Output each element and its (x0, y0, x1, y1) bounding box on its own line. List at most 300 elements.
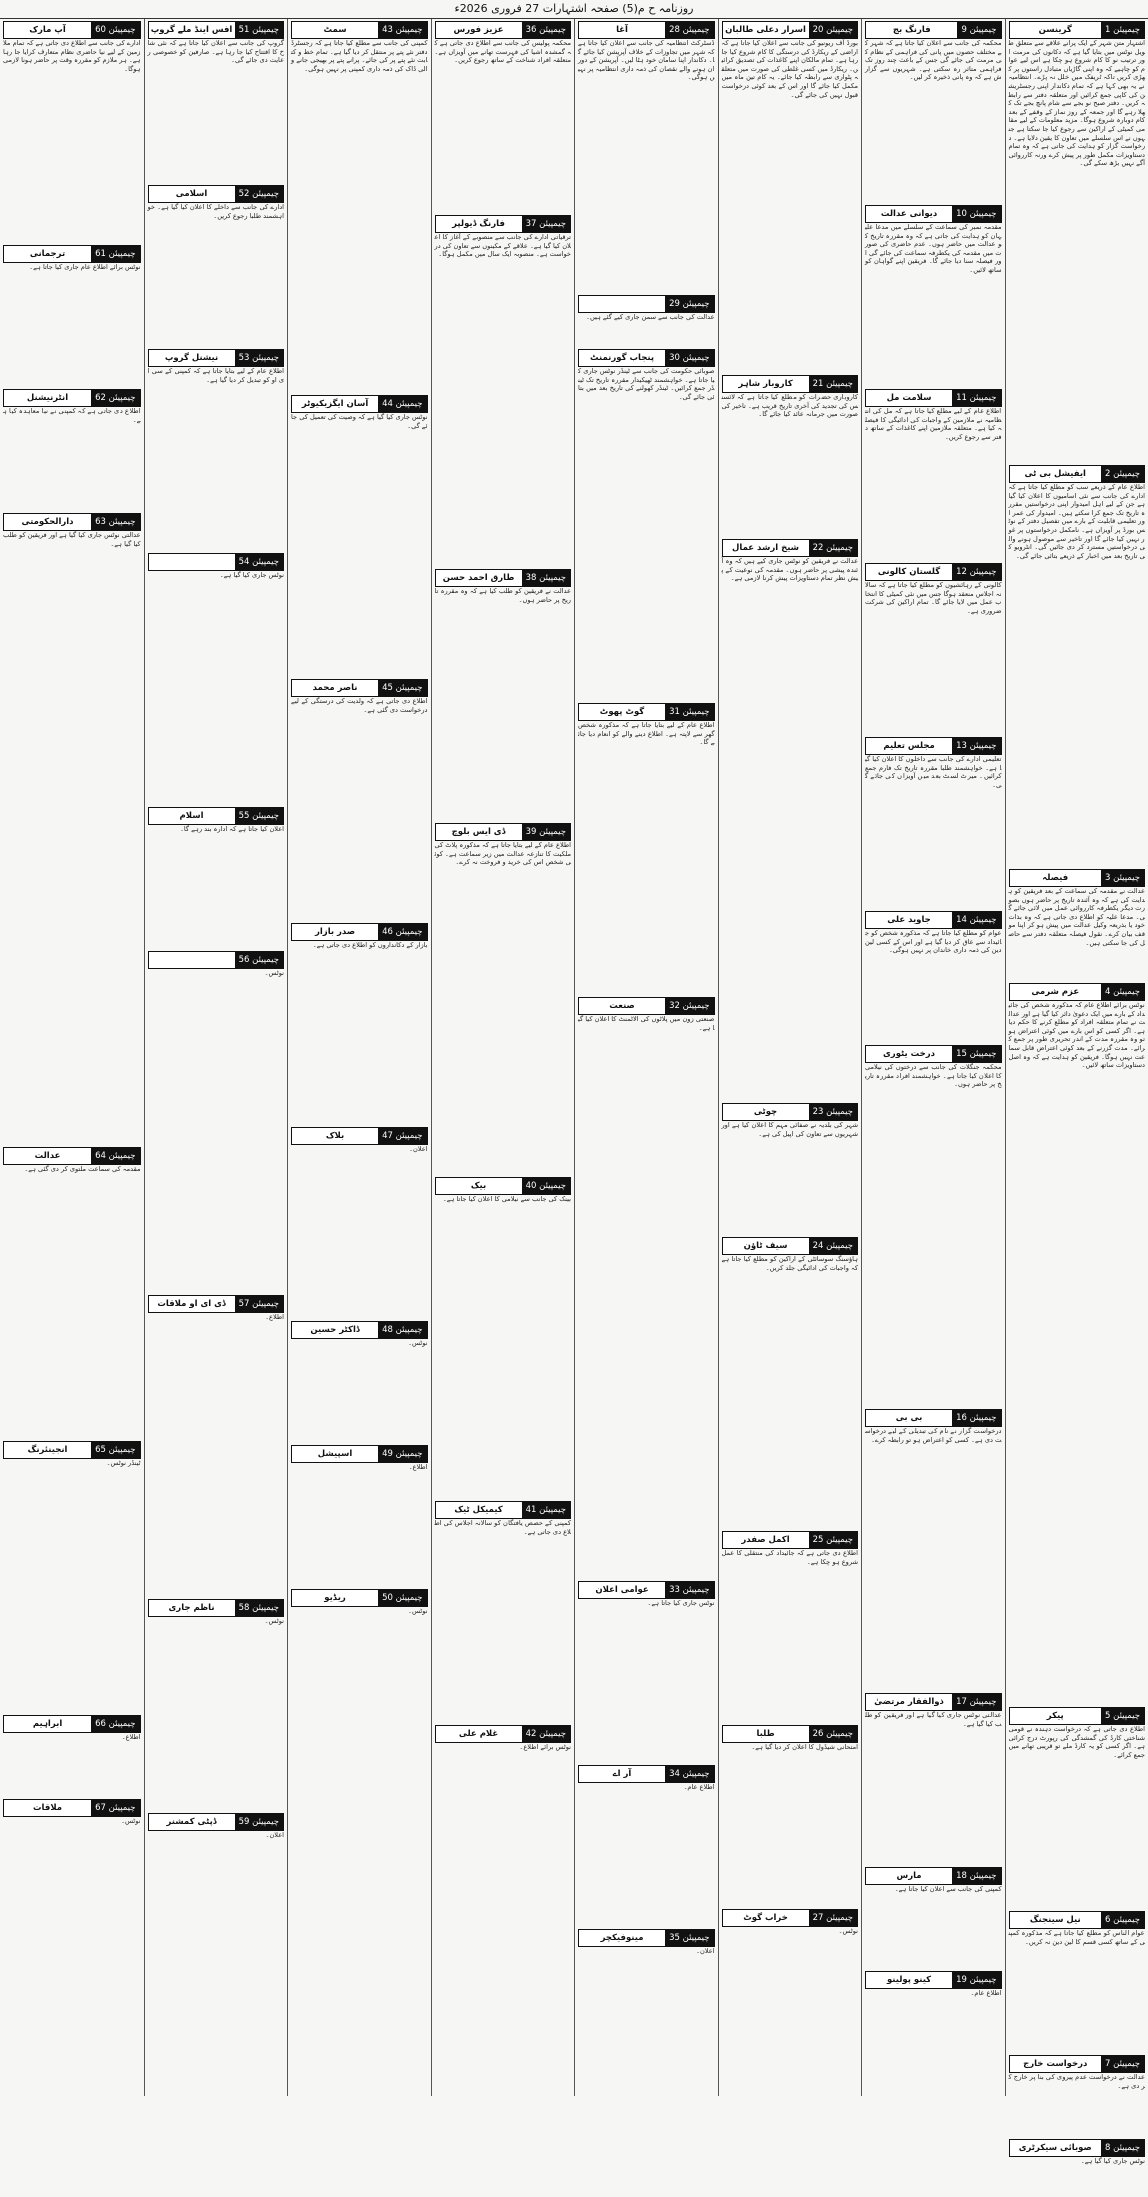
notice-number: چیمپیئن 56 (235, 952, 283, 968)
notice-header (722, 1909, 859, 1927)
notice-body: ادارے کی جانب سے داخلے کا اعلان کیا گیا ہے۔ خواہشمند طلبا رجوع کریں۔ (148, 203, 285, 343)
notice-item (578, 1765, 715, 1923)
notice-number: چیمپیئن 55 (235, 808, 283, 824)
notice-title: آغا (579, 22, 665, 38)
notice-body: کاروباری حضرات کو مطلع کیا جاتا ہے کہ لائسنس کی تجدید کی آخری تاریخ قریب ہے۔ تاخیر کی صورت میں جرمانہ عائد کیا جائے گا۔ (722, 393, 859, 533)
notice-body: اطلاع۔ (291, 1463, 428, 1583)
notice-title: مارس (866, 1868, 952, 1884)
notice-item (1009, 983, 1146, 1701)
notice-number: چیمپیئن 43 (378, 22, 426, 38)
notice-title: خراب گوٹ (723, 1910, 809, 1926)
notice-body: نوٹس۔ (291, 1607, 428, 1667)
notice-body: اشتہار متن شہر کے ایک پرانے علاقے سے متعلق طویل نوٹس میں بتایا گیا ہے کہ دکانوں کی مرمت اور ترتیب نو کا کام شروع ہو چکا ہے اس لیے عوام کو چاہیے کہ وہ اپنی گاڑیاں متبادل راستوں پر کھڑی کریں تاکہ ٹریفک میں خلل نہ پڑے۔ انتظامیہ نے یہ بھی کہا ہے کہ تمام دکاندار اپنی رجسٹریشن کی کاپی جمع کرائیں اور متعلقہ دفتر سے رابطہ کریں۔ دفتر صبح نو بجے سے شام پانچ بجے تک کھلا رہے گا اور جمعہ کے روز نماز کے وقفے کے بعد کام دوبارہ شروع ہوگا۔ مزید معلومات کے لیے مقامی کمیٹی کے اراکین سے رجوع کیا جا سکتا ہے جنہوں نے اس سلسلے میں تعاون کا یقین دلایا ہے۔ درخواست گزار کو ہدایت کی جاتی ہے کہ وہ تمام دستاویزات مکمل طور پر پیش کرے ورنہ کارروائی آگے نہیں بڑھ سکے گی۔ (1009, 39, 1146, 459)
notice-title: گرینسن (1010, 22, 1101, 38)
notice-title: اسپیشل (292, 1446, 378, 1462)
notice-item (865, 563, 1002, 731)
notice-body: صوبائی حکومت کی جانب سے ٹینڈر نوٹس جاری کیا جاتا ہے۔ خواہشمند ٹھیکیدار مقررہ تاریخ تک ٹینڈر جمع کرائیں۔ ٹینڈر کھولنے کی تاریخ بعد میں بتائی جائے گی۔ (578, 367, 715, 697)
notice-title: عزم شرمی (1010, 984, 1101, 1000)
notice-title: دیوانی عدالت (866, 206, 952, 222)
notice-title: چوٹی (723, 1104, 809, 1120)
notice-number: چیمپیئن 26 (809, 1726, 857, 1742)
notice-title: پنجاب گورنمنٹ (579, 350, 665, 366)
notice-header (1009, 1911, 1146, 1929)
notice-item (148, 185, 285, 343)
notice-body: نوٹس جاری کیا جاتا ہے۔ (578, 1599, 715, 1759)
notice-title: غلام علی (436, 1726, 522, 1742)
notice-title: ڈی ای او ملاقات (149, 1296, 235, 1312)
notice-item (578, 1581, 715, 1759)
notice-body: عدالت نے مقدمہ کی سماعت کے بعد فریقین کو ہدایت کی ہے کہ وہ آئندہ تاریخ پر حاضر ہوں بصورت دیگر یکطرفہ کارروائی عمل میں لائی جائے گی۔ مدعا علیہ کو اطلاع دی جاتی ہے کہ وہ بذات خود یا بذریعہ وکیل عدالت میں پیش ہو کر اپنا موقف بیان کرے۔ نقول فیصلہ متعلقہ دفتر سے حاصل کی جا سکتی ہیں۔ (1009, 887, 1146, 977)
notice-number: چیمپیئن 19 (952, 1972, 1000, 1988)
notice-title: صدر بازار (292, 924, 378, 940)
notice-title: نیل سینجنگ (1010, 1912, 1101, 1928)
notice-body: تعلیمی ادارے کی جانب سے داخلوں کا اعلان کیا گیا ہے۔ خواہشمند طلبا مقررہ تاریخ تک فارم جمع کرائیں۔ میرٹ لسٹ بعد میں آویزاں کی جائے گی۔ (865, 755, 1002, 905)
notice-body: محکمہ پولیس کی جانب سے اطلاع دی جاتی ہے کہ گمشدہ اشیا کی فہرست تھانے میں آویزاں ہے۔ متعلقہ افراد شناخت کے ساتھ رجوع کریں۔ (435, 39, 572, 209)
notice-header (578, 21, 715, 39)
notice-body: گروپ کی جانب سے اعلان کیا جاتا ہے کہ نئی شاخ کا افتتاح کیا جا رہا ہے۔ صارفین کو خصوصی رعایت دی جائے گی۔ (148, 39, 285, 179)
notice-header (435, 1177, 572, 1195)
notice-number: چیمپیئن 53 (235, 350, 283, 366)
notice-body: کمپنی کی جانب سے اعلان کیا جاتا ہے۔ (865, 1885, 1002, 1965)
notice-item (865, 737, 1002, 905)
notice-number: چیمپیئن 6 (1101, 1912, 1144, 1928)
notice-number: چیمپیئن 31 (665, 704, 713, 720)
notice-title: کیمیکل ٹیک (436, 1502, 522, 1518)
notice-number: چیمپیئن 20 (809, 22, 857, 38)
notice-header (865, 1693, 1002, 1711)
notice-header (435, 1725, 572, 1743)
notice-body: نوٹس۔ (291, 1339, 428, 1439)
notice-title: پیکر (1010, 1708, 1101, 1724)
notice-title: آر اے (579, 1766, 665, 1782)
notice-body: اعلان کیا جاتا ہے کہ ادارہ بند رہے گا۔ (148, 825, 285, 945)
notice-item (291, 395, 428, 673)
notice-header (435, 215, 572, 233)
notice-body: نوٹس۔ (3, 1817, 141, 1877)
notice-header (3, 21, 141, 39)
notice-title: ایفیشل بی ٹی (1010, 466, 1101, 482)
notice-body: ہاؤسنگ سوسائٹی کے اراکین کو مطلع کیا جاتا ہے کہ واجبات کی ادائیگی جلد کریں۔ (722, 1255, 859, 1525)
notice-header (722, 21, 859, 39)
notice-item (3, 1715, 141, 1793)
notice-item (148, 21, 285, 179)
notice-title: آسان ایگزیکیوٹر (292, 396, 378, 412)
notice-body: امتحانی شیڈول کا اعلان کر دیا گیا ہے۔ (722, 1743, 859, 1903)
notice-body: عدالتی نوٹس جاری کیا گیا ہے اور فریقین کو طلب کیا گیا ہے۔ (865, 1711, 1002, 1861)
notice-item (865, 1693, 1002, 1861)
notice-header (722, 1103, 859, 1121)
column-3 (718, 19, 862, 2096)
notice-item (1009, 1911, 1146, 2049)
notice-title: صوبائی سیکرٹری (1010, 2140, 1101, 2156)
notice-number: چیمپیئن 46 (378, 924, 426, 940)
notice-title: سیف ٹاؤن (723, 1238, 809, 1254)
notice-header (291, 1321, 428, 1339)
notice-title: فارنگ ڈیولپر (436, 216, 522, 232)
notice-item (291, 1321, 428, 1439)
notice-title: ڈپٹی کمشنر (149, 1814, 235, 1830)
notice-item (578, 295, 715, 343)
notice-body: نوٹس جاری کیا گیا ہے کہ وصیت کی تعمیل کی جائے گی۔ (291, 413, 428, 673)
notice-item (148, 951, 285, 1289)
notice-title: طلبا (723, 1726, 809, 1742)
notice-body: مقدمہ نمبر کی سماعت کے سلسلے میں مدعا علیہان کو ہدایت کی جاتی ہے کہ وہ مقررہ تاریخ کو عدالت میں حاضر ہوں۔ عدم حاضری کی صورت میں مقدمہ کی یکطرفہ سماعت کی جائے گی اور فیصلہ سنا دیا جائے گا۔ فریقین اپنے گواہان کو ساتھ لائیں۔ (865, 223, 1002, 383)
notice-title: بیک (436, 1178, 522, 1194)
notice-title: سمٹ (292, 22, 378, 38)
notice-header (148, 185, 285, 203)
notice-number: چیمپیئن 58 (235, 1600, 283, 1616)
notice-title: طارق احمد حسن (436, 570, 522, 586)
notice-number: چیمپیئن 27 (809, 1910, 857, 1926)
notice-number: چیمپیئن 41 (522, 1502, 570, 1518)
notice-header (435, 21, 572, 39)
notice-body: کمپنی کی جانب سے مطلع کیا جاتا ہے کہ رجسٹرڈ دفتر نئے پتے پر منتقل کر دیا گیا ہے۔ تمام خط و کتابت نئے پتے پر کی جائے۔ پرانے پتے پر بھیجی جانے والی ڈاک کی ذمہ داری کمپنی پر نہیں ہوگی۔ (291, 39, 428, 389)
notice-item (291, 1589, 428, 1667)
notice-title: اسرار دعلی طالبان (723, 22, 809, 38)
notice-item (578, 703, 715, 991)
notice-body: کالونی کے رہائشیوں کو مطلع کیا جاتا ہے کہ سالانہ اجلاس منعقد ہوگا جس میں نئی کمیٹی کا انتخاب عمل میں لایا جائے گا۔ تمام اراکین کی شرکت ضروری ہے۔ (865, 581, 1002, 731)
notice-number: چیمپیئن 52 (235, 186, 283, 202)
notice-title: اسلامی (149, 186, 235, 202)
notice-header (291, 679, 428, 697)
notice-header (3, 513, 141, 531)
notice-number: چیمپیئن 37 (522, 216, 570, 232)
notice-header (865, 1971, 1002, 1989)
notice-title: مینوفیکچر (579, 1930, 665, 1946)
notice-number: چیمپیئن 62 (91, 390, 139, 406)
notice-item (865, 21, 1002, 199)
page-masthead (0, 0, 1148, 19)
notice-title: بی بی (866, 1410, 952, 1426)
notice-header (1009, 1707, 1146, 1725)
notice-number: چیمپیئن 24 (809, 1238, 857, 1254)
notice-item (1009, 465, 1146, 863)
notice-body: محکمہ جنگلات کی جانب سے درختوں کی نیلامی کا اعلان کیا جاتا ہے۔ خواہشمند افراد مقررہ تاریخ پر حاضر ہوں۔ (865, 1063, 1002, 1403)
notice-item (865, 1045, 1002, 1403)
notice-body: اطلاع عام۔ (578, 1783, 715, 1923)
notice-header (3, 389, 141, 407)
notice-header (148, 1295, 285, 1313)
notice-item (3, 1799, 141, 1877)
column-2 (861, 19, 1005, 2096)
notice-title: ملاقات (4, 1800, 91, 1816)
notice-title: ڈاکٹر حسین (292, 1322, 378, 1338)
notice-number: چیمپیئن 40 (522, 1178, 570, 1194)
notice-body: نوٹس برائے اطلاع عام جاری کیا جاتا ہے۔ (3, 263, 141, 383)
notice-item (435, 823, 572, 1171)
notice-item (291, 679, 428, 917)
notice-item (3, 245, 141, 383)
notice-item (3, 389, 141, 507)
notice-header (865, 21, 1002, 39)
notice-number: چیمپیئن 67 (91, 1800, 139, 1816)
notice-item (148, 553, 285, 801)
notice-header (291, 1589, 428, 1607)
notice-number: چیمپیئن 17 (952, 1694, 1000, 1710)
notice-number: چیمپیئن 35 (665, 1930, 713, 1946)
notice-title: افس اینڈ ملے گروپ (149, 22, 235, 38)
notice-title: انجینئرنگ (4, 1442, 91, 1458)
notice-item (722, 375, 859, 533)
notice-number: چیمپیئن 38 (522, 570, 570, 586)
notice-header (1009, 21, 1146, 39)
notice-title: بلاک (292, 1128, 378, 1144)
notice-number: چیمپیئن 64 (91, 1148, 139, 1164)
notice-number: چیمپیئن 36 (522, 22, 570, 38)
notice-item (722, 1103, 859, 1231)
notice-header (865, 1045, 1002, 1063)
notice-body: درخواست گزار نے نام کی تبدیلی کے لیے درخواست دی ہے۔ کسی کو اعتراض ہو تو رابطہ کرے۔ (865, 1427, 1002, 1687)
notice-title: شیخ ارشد عمال (723, 540, 809, 556)
notice-header (1009, 869, 1146, 887)
notice-header (865, 1409, 1002, 1427)
notice-title: عوامی اعلان (579, 1582, 665, 1598)
notice-header (291, 1127, 428, 1145)
notice-body: اطلاع دی جاتی ہے کہ ولدیت کی درستگی کے لیے درخواست دی گئی ہے۔ (291, 697, 428, 917)
notice-body: عدالت نے درخواست عدم پیروی کی بنا پر خارج کر دی ہے۔ (1009, 2073, 1146, 2133)
notice-number: چیمپیئن 57 (235, 1296, 283, 1312)
notice-number: چیمپیئن 30 (665, 350, 713, 366)
notice-header (865, 205, 1002, 223)
notice-number: چیمپیئن 32 (665, 998, 713, 1014)
notice-item (148, 1813, 285, 1911)
notice-item (722, 539, 859, 1097)
notice-header (722, 1531, 859, 1549)
masthead-text: روزنامہ ح م(5) صفحہ اشتہارات 27 فروری 2026ء (455, 2, 694, 15)
notice-header (435, 1501, 572, 1519)
notice-title: ابراہیم (4, 1716, 91, 1732)
notice-header (148, 1813, 285, 1831)
column-1 (1005, 19, 1148, 2096)
notice-item (435, 215, 572, 563)
notice-body: نوٹس برائے اطلاع عام کہ مذکورہ شخص کی جائیداد کے بارے میں ایک دعویٰ دائر کیا گیا ہے اور عدالت نے تمام متعلقہ افراد کو مطلع کرنے کا حکم دیا ہے۔ اگر کسی کو اس بارے میں کوئی اعتراض ہو تو وہ مقررہ مدت کے اندر تحریری طور پر جمع کرائے۔ مدت گزرنے کے بعد کوئی اعتراض قابل سماعت نہیں ہوگا۔ فریقین کو ہدایت ہے کہ وہ اصل دستاویزات ساتھ لائیں۔ (1009, 1001, 1146, 1701)
notice-body: کمپنی کے حصص یافتگان کو سالانہ اجلاس کی اطلاع دی جاتی ہے۔ (435, 1519, 572, 1719)
notice-item (1009, 869, 1146, 977)
notice-item (722, 1725, 859, 1903)
notice-item (291, 21, 428, 389)
notice-number: چیمپیئن 28 (665, 22, 713, 38)
notice-number: چیمپیئن 18 (952, 1868, 1000, 1884)
notice-number: چیمپیئن 61 (91, 246, 139, 262)
notice-number: چیمپیئن 33 (665, 1582, 713, 1598)
notice-body: اعلان۔ (148, 1831, 285, 1911)
notice-item (3, 1441, 141, 1709)
notice-number: چیمپیئن 12 (952, 564, 1000, 580)
notice-title: عدالت (4, 1148, 91, 1164)
notice-title: ریڈیو (292, 1590, 378, 1606)
notice-header (3, 1799, 141, 1817)
notice-item (865, 389, 1002, 557)
notice-title: عزیز فورس (436, 22, 522, 38)
notice-title: کاروبار شاہر (723, 376, 809, 392)
column-4 (574, 19, 718, 2096)
notice-number: چیمپیئن 1 (1101, 22, 1144, 38)
notice-body: اطلاع عام کے لیے بتایا جاتا ہے کہ کمپنی کے سی ای او کو تبدیل کر دیا گیا ہے۔ (148, 367, 285, 547)
notice-header (3, 1715, 141, 1733)
notice-number: چیمپیئن 14 (952, 912, 1000, 928)
notice-header (435, 823, 572, 841)
notice-number: چیمپیئن 10 (952, 206, 1000, 222)
notice-header (1009, 983, 1146, 1001)
notice-title: گوٹ پھوٹ (579, 704, 665, 720)
notice-item (865, 1867, 1002, 1965)
notice-body: ٹینڈر نوٹس۔ (3, 1459, 141, 1709)
notice-number: چیمپیئن 47 (378, 1128, 426, 1144)
notice-body: اطلاع دی جاتی ہے کہ درخواست دہندہ نے قومی شناختی کارڈ کی گمشدگی کی رپورٹ درج کرائی ہے۔ اگر کسی کو یہ کارڈ ملے تو قریبی تھانے میں جمع کرائے۔ (1009, 1725, 1146, 1905)
notice-number: چیمپیئن 23 (809, 1104, 857, 1120)
notice-item (435, 1501, 572, 1719)
notice-number: چیمپیئن 49 (378, 1446, 426, 1462)
notice-header (291, 395, 428, 413)
notice-item (435, 1177, 572, 1495)
notice-item (578, 349, 715, 697)
notice-item (148, 1295, 285, 1593)
notice-body: ڈسٹرکٹ انتظامیہ کی جانب سے اعلان کیا جاتا ہے کہ شہر میں تجاوزات کے خلاف آپریشن کیا جائے گا۔ دکاندار اپنا سامان خود ہٹا لیں۔ آپریشن کے دوران ہونے والے نقصان کی ذمہ داری انتظامیہ پر نہیں ہوگی۔ (578, 39, 715, 289)
notice-number: چیمپیئن 29 (665, 296, 713, 312)
notice-body: نوٹس۔ (148, 1617, 285, 1807)
notice-item (578, 1929, 715, 2027)
notice-body: عوام الناس کو مطلع کیا جاتا ہے کہ مذکورہ کمپنی کے ساتھ کسی قسم کا لین دین نہ کریں۔ (1009, 1929, 1146, 2049)
notice-header (3, 1441, 141, 1459)
notice-header (865, 563, 1002, 581)
notice-header (722, 1237, 859, 1255)
notice-number: چیمپیئن 16 (952, 1410, 1000, 1426)
notice-title: درخواست خارج (1010, 2056, 1101, 2072)
notice-body: اطلاع عام۔ (865, 1989, 1002, 2049)
notice-header (291, 923, 428, 941)
notice-body: شہر کی بلدیہ نے صفائی مہم کا اعلان کیا ہے اور شہریوں سے تعاون کی اپیل کی ہے۔ (722, 1121, 859, 1231)
notice-header (291, 21, 428, 39)
notice-body: عدالتی نوٹس جاری کیا گیا ہے اور فریقین کو طلب کیا گیا ہے۔ (3, 531, 141, 1141)
notice-body: اطلاع۔ (148, 1313, 285, 1593)
notice-body: صنعتی زون میں پلاٹوں کی الاٹمنٹ کا اعلان کیا گیا ہے۔ (578, 1015, 715, 1575)
notice-body: عوام کو مطلع کیا جاتا ہے کہ مذکورہ شخص کو جائیداد سے عاق کر دیا گیا ہے اور اس کے کسی لین دین کی ذمہ داری خاندان پر نہیں ہوگی۔ (865, 929, 1002, 1039)
notice-title: ناصر محمد (292, 680, 378, 696)
notice-body: اعلان۔ (291, 1145, 428, 1315)
notice-number: چیمپیئن 54 (235, 554, 283, 570)
notice-header (578, 349, 715, 367)
notice-title: اکمل صفدر (723, 1532, 809, 1548)
notice-header (722, 375, 859, 393)
notice-title: درخت یٹوری (866, 1046, 952, 1062)
notice-body: عدالت کی جانب سے سمن جاری کیے گئے ہیں۔ (578, 313, 715, 343)
notice-body: عدالت نے فریقین کو نوٹس جاری کیے ہیں کہ وہ آئندہ پیشی پر حاضر ہوں۔ مقدمہ کی نوعیت کے پیش نظر تمام دستاویزات پیش کرنا لازمی ہے۔ (722, 557, 859, 1097)
notice-number: چیمپیئن 48 (378, 1322, 426, 1338)
column-5 (431, 19, 575, 2096)
notice-number: چیمپیئن 63 (91, 514, 139, 530)
notice-item (865, 1409, 1002, 1687)
notice-item (578, 21, 715, 289)
notice-title: نیشنل گروپ (149, 350, 235, 366)
notice-number: چیمپیئن 34 (665, 1766, 713, 1782)
notice-item (148, 807, 285, 945)
notice-number: چیمپیئن 3 (1101, 870, 1144, 886)
notice-number: چیمپیئن 60 (91, 22, 139, 38)
notice-header (435, 569, 572, 587)
notice-title: فارنگ بج (866, 22, 957, 38)
notice-header (865, 737, 1002, 755)
notice-title: ناظم جاری (149, 1600, 235, 1616)
notice-item (435, 1725, 572, 1943)
notice-item (578, 997, 715, 1575)
notice-header (1009, 2139, 1146, 2157)
column-7 (144, 19, 288, 2096)
notice-header (578, 1581, 715, 1599)
notice-body: نوٹس جاری کیا گیا ہے۔ (148, 571, 285, 801)
notice-number: چیمپیئن 45 (378, 680, 426, 696)
notice-item (3, 21, 141, 239)
notice-header (1009, 2055, 1146, 2073)
notice-title: اسلام (149, 808, 235, 824)
notice-number: چیمپیئن 51 (235, 22, 283, 38)
notice-number: چیمپیئن 5 (1101, 1708, 1144, 1724)
notice-body: اعلان۔ (578, 1947, 715, 2027)
notice-body: نوٹس جاری کیا گیا ہے۔ (1009, 2157, 1146, 2197)
notice-item (1009, 2139, 1146, 2197)
notice-number: چیمپیئن 4 (1101, 984, 1144, 1000)
notice-item (865, 911, 1002, 1039)
notice-header (148, 553, 285, 571)
notice-body: مقدمہ کی سماعت ملتوی کر دی گئی ہے۔ (3, 1165, 141, 1435)
notice-header (865, 911, 1002, 929)
notice-number: چیمپیئن 13 (952, 738, 1000, 754)
notice-header (291, 1445, 428, 1463)
notice-title: ذوالفقار مرتضیٰ (866, 1694, 952, 1710)
notice-header (578, 997, 715, 1015)
notice-item (1009, 1707, 1146, 1905)
notice-item (722, 1531, 859, 1719)
notice-header (578, 1765, 715, 1783)
notice-body: نوٹس۔ (148, 969, 285, 1289)
notice-number: چیمپیئن 65 (91, 1442, 139, 1458)
column-8 (0, 19, 144, 2096)
notice-number: چیمپیئن 8 (1101, 2140, 1144, 2156)
notice-body: اطلاع عام کے لیے بتایا جاتا ہے کہ مذکورہ پلاٹ کی ملکیت کا تنازعہ عدالت میں زیر سماعت ہے۔ کوئی شخص اس کی خرید و فروخت نہ کرے۔ (435, 841, 572, 1171)
notice-number: چیمپیئن 50 (378, 1590, 426, 1606)
notice-header (148, 1599, 285, 1617)
notice-body: نوٹس برائے اطلاع۔ (435, 1743, 572, 1943)
notice-title: انٹرنیشنل (4, 390, 91, 406)
notice-body: اطلاع دی جاتی ہے کہ کمپنی نے نیا معاہدہ کیا ہے۔ (3, 407, 141, 507)
column-6 (287, 19, 431, 2096)
notice-header (148, 21, 285, 39)
notice-item (291, 1445, 428, 1583)
notice-item (148, 1599, 285, 1807)
notice-item (1009, 2055, 1146, 2133)
notice-header (3, 1147, 141, 1165)
notice-header (3, 245, 141, 263)
notice-item (865, 1971, 1002, 2049)
notice-body: اطلاع عام کے ذریعے سب کو مطلع کیا جاتا ہے کہ ادارے کی جانب سے نئی اسامیوں کا اعلان کیا گیا ہے جن کے لیے اہل امیدوار اپنی درخواستیں مقررہ تاریخ تک جمع کرا سکتے ہیں۔ امیدوار کی عمر اور تعلیمی قابلیت کے بارے میں تفصیل دفتر کے نوٹس بورڈ پر آویزاں ہے۔ نامکمل درخواستوں پر غور نہیں کیا جائے گا اور تاخیر سے موصول ہونے والی درخواستیں مسترد کر دی جائیں گی۔ انٹرویو کی تاریخ بعد میں اخبار کے ذریعے بتائی جائے گی۔ (1009, 483, 1146, 863)
notice-number: چیمپیئن 2 (1101, 466, 1144, 482)
notice-body: اطلاع عام کے لیے بتایا جاتا ہے کہ مذکورہ شخص گھر سے لاپتہ ہے۔ اطلاع دینے والے کو انعام دیا جائے گا۔ (578, 721, 715, 991)
notice-number: چیمپیئن 25 (809, 1532, 857, 1548)
notice-header (148, 951, 285, 969)
notice-item (291, 1127, 428, 1315)
notice-header (148, 807, 285, 825)
notice-title: گلستان کالونی (866, 564, 952, 580)
notice-body: بازار کے دکانداروں کو اطلاع دی جاتی ہے۔ (291, 941, 428, 1121)
notice-header (1009, 465, 1146, 483)
notice-body: عدالت نے فریقین کو طلب کیا ہے کہ وہ مقررہ تاریخ پر حاضر ہوں۔ (435, 587, 572, 817)
notice-number: چیمپیئن 15 (952, 1046, 1000, 1062)
notice-item (722, 1909, 859, 1987)
notice-title: کینو پولینو (866, 1972, 952, 1988)
notice-header (865, 1867, 1002, 1885)
notice-number: چیمپیئن 66 (91, 1716, 139, 1732)
notice-body: محکمہ کی جانب سے اعلان کیا جاتا ہے کہ شہر کے مختلف حصوں میں پانی کی فراہمی کے نظام کی مرمت کی جائے گی جس کے باعث چند روز تک فراہمی متاثر رہ سکتی ہے۔ شہریوں سے گزارش ہے کہ وہ پانی ذخیرہ کر لیں۔ (865, 39, 1002, 199)
notice-item (722, 21, 859, 369)
